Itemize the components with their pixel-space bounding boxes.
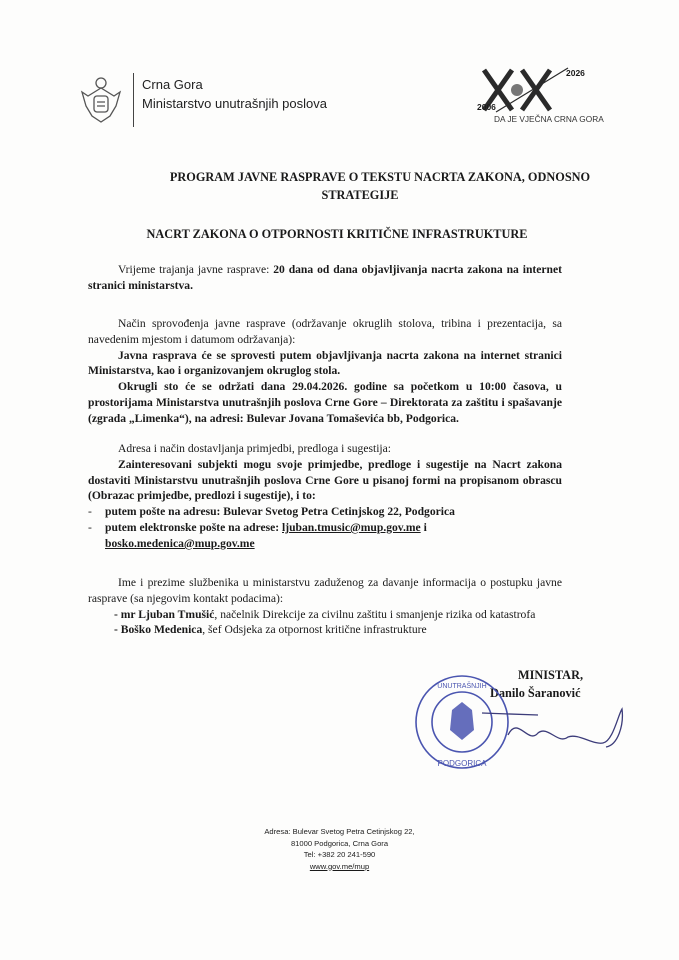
footer	[0, 826, 679, 872]
doc-title-line1: PROGRAM JAVNE RASPRAVE O TEKSTU NACRTA ZAKONA, ODNOSNO	[169, 170, 591, 184]
submission-text: Zainteresovani subjekti mogu svoje primjedbe, predloge i sugestije na Nacrt zakona dostaviti Ministarstvu unutrašnjih poslova Crne Gore u pisanoj formi na propisanom obrascu (Obrazac primjedbe, predlozi i sugestije), i to:	[88, 457, 562, 503]
footer-phone: Tel: +382 20 241-590	[303, 850, 376, 859]
header-divider	[133, 73, 134, 127]
method-text2: Okrugli sto će se održati dana 29.04.2026. godine sa početkom u 10:00 časova, u prostorijama Ministarstva unutrašnjih poslova Crne Gore – Direktorata za zaštitu i spašavanje (zgrada „Limenka“), na adresi: Bulevar Jovana Tomaševića bb, Podgorica.	[88, 380, 562, 425]
submission-label: Adresa i način dostavljanja primjedbi, predloga i sugestija:	[118, 442, 392, 455]
header-country: Crna Gora	[142, 77, 203, 92]
footer-address: Adresa: Bulevar Svetog Petra Cetinjskog 22,	[264, 827, 415, 836]
logo-year-start: 2006	[477, 102, 496, 112]
method-label: Način sprovođenja javne rasprave (održavanje okruglih stolova, tribina i prezentacija, sa navedenim mjestom i datumom održavanja):	[88, 317, 562, 346]
contact-person	[88, 607, 562, 623]
duration-label: Vrijeme trajanja javne rasprave:	[118, 263, 274, 276]
doc-title-line2: STRATEGIJE	[321, 188, 399, 202]
header-ministry: Ministarstvo unutrašnjih poslova	[142, 96, 327, 111]
contacts-section	[88, 575, 562, 638]
submission-section: Adresa i način dostavljanja primjedbi, predloga i sugestija: Zainteresovani subjekti mogu svoje primjedbe, predloge i sugestije na Nacrt zakona dostaviti Ministarstvu unutrašnjih poslova Crne Gore u pisanoj formi na propisanom obrascu (Obrazac primjedbe, predlozi i sugestije), i to: - putem pošte na adresu: Bulevar Svetog Petra Cetinjskog 22, Podgorica - putem elektronske pošte na adrese: ljuban.tmusic@mup.gov.me i bosko.medenica@mup.gov.me	[88, 442, 562, 550]
footer-website-link[interactable]: www.gov.me/mup	[309, 861, 370, 871]
logo-year-end: 2026	[566, 68, 585, 78]
contact-person	[88, 622, 562, 638]
submission-post: putem pošte na adresu: Bulevar Svetog Petra Cetinjskog 22, Podgorica	[105, 505, 455, 519]
duration-section	[88, 262, 562, 294]
svg-text:UNUTRAŠNJIH: UNUTRAŠNJIH	[437, 683, 487, 690]
signature-title: MINISTAR,	[518, 668, 584, 682]
svg-text:PODGORICA: PODGORICA	[437, 759, 487, 768]
contact-name: - Boško Medenica	[114, 623, 203, 637]
handwritten-signature	[478, 705, 628, 755]
email-link-tmusic[interactable]: ljuban.tmusic@mup.gov.me	[282, 520, 421, 534]
doc-subtitle: NACRT ZAKONA O OTPORNOSTI KRITIČNE INFRASTRUKTURE	[146, 227, 528, 241]
contact-role: , šef Odsjeka za otpornost kritične infrastrukture	[202, 623, 427, 637]
email-link-medenica[interactable]: bosko.medenica@mup.gov.me	[105, 536, 255, 550]
contacts-label: Ime i prezime službenika u ministarstvu zaduženog za davanje informacija o postupku javne rasprave (sa njegovim kontakt podacima):	[88, 576, 562, 605]
method-section	[88, 316, 562, 427]
footer-city: 81000 Podgorica, Crna Gora	[290, 838, 389, 848]
signature-name: Danilo Šaranović	[490, 686, 581, 700]
submission-email-label: putem elektronske pošte na adrese:	[105, 520, 283, 534]
contact-name: - mr Ljuban Tmušić	[114, 607, 215, 621]
duration-value: 20 dana od dana objavljivanja nacrta zakona na internet stranici ministarstva.	[88, 263, 562, 292]
email-and: i	[420, 520, 427, 534]
logo-slogan: DA JE VJEČNA CRNA GORA	[494, 114, 604, 124]
method-text1: Javna rasprava će se sprovesti putem objavljivanja nacrta zakona na internet stranici Ministarstva, kao i organizovanjem okruglog stola.	[88, 348, 562, 378]
contact-role: , načelnik Direkcije za civilnu zaštitu i smanjenje rizika od katastrofa	[214, 607, 536, 621]
coat-of-arms-icon	[78, 76, 124, 124]
